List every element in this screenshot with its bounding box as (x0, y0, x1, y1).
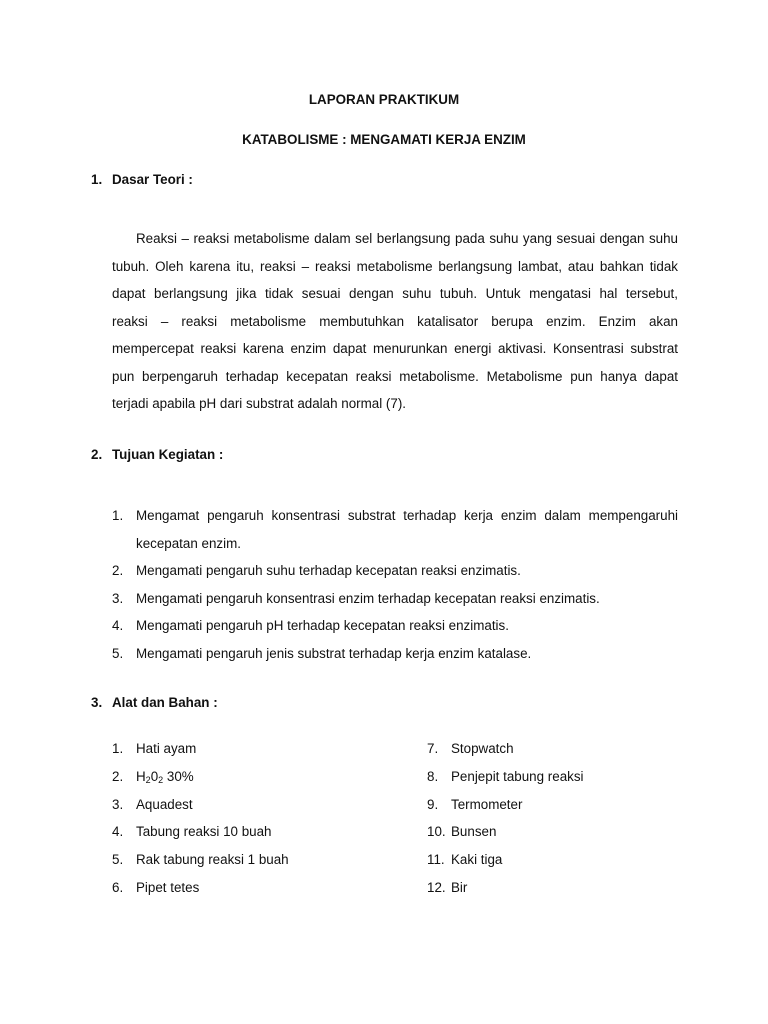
list-item (427, 735, 584, 763)
formula-subscript: 2 (145, 774, 151, 785)
theory-line: mempercepat reaksi karena enzim dapat menurunkan energi aktivasi. Konsentrasi substrat (112, 341, 678, 356)
list-item (112, 640, 678, 668)
list-number: 5. (112, 852, 124, 868)
list-text: Pipet tetes (136, 879, 200, 895)
list-text (136, 769, 194, 784)
list-number: 5. (112, 645, 124, 661)
section-heading-tujuan (91, 447, 223, 462)
section-title: Dasar Teori : (112, 172, 193, 187)
list-item (427, 818, 584, 846)
section-number: 3. (91, 695, 103, 710)
list-number: 11. (427, 852, 445, 868)
list-item (427, 846, 584, 874)
list-item (112, 791, 289, 819)
list-text: Mengamati pengaruh jenis substrat terhadap kerja enzim katalase. (136, 645, 532, 661)
section-title: Tujuan Kegiatan : (112, 447, 224, 462)
list-number: 4. (112, 824, 124, 840)
theory-paragraph (112, 225, 678, 418)
theory-line: terjadi apabila pH dari substrat adalah normal (7). (112, 396, 407, 411)
list-text: Rak tabung reaksi 1 buah (136, 852, 289, 868)
list-text: Bir (451, 879, 468, 895)
list-text: Hati ayam (136, 741, 197, 756)
list-number: 7. (427, 741, 439, 756)
list-item (112, 585, 678, 613)
list-item (427, 874, 584, 902)
list-text: Termometer (451, 796, 523, 812)
list-item (112, 874, 289, 902)
list-number: 10. (427, 824, 446, 840)
list-item (427, 763, 584, 791)
formula-h: H (136, 768, 146, 784)
formula-o: 0 (150, 768, 159, 784)
theory-line: pun berpengaruh terhadap kecepatan reaksi metabolisme. Metabolisme pun hanya dapat (112, 368, 678, 384)
list-number: 6. (112, 879, 124, 895)
list-number: 9. (427, 796, 439, 812)
list-text: Penjepit tabung reaksi (451, 768, 584, 784)
list-text: Mengamati pengaruh suhu terhadap kecepatan reaksi enzimatis. (136, 563, 521, 578)
goals-list (112, 502, 678, 667)
theory-line: reaksi – reaksi metabolisme membutuhkan katalisator berupa enzim. Enzim akan (112, 313, 678, 329)
list-item (112, 612, 678, 640)
list-number: 8. (427, 768, 439, 784)
section-heading-dasar-teori (91, 172, 193, 187)
list-text: Bunsen (451, 824, 497, 840)
list-item (427, 791, 584, 819)
list-text: Stopwatch (451, 741, 514, 756)
list-text: Mengamat pengaruh konsentrasi substrat terhadap kerja enzim dalam mempengaruhi (136, 508, 678, 523)
list-item (112, 818, 289, 846)
list-item (112, 735, 289, 763)
list-number: 2. (112, 768, 124, 784)
theory-line: Reaksi – reaksi metabolisme dalam sel berlangsung pada suhu yang sesuai dengan suhu (136, 231, 678, 246)
materials-list-left (112, 735, 289, 902)
list-number: 12. (427, 879, 446, 895)
list-number: 1. (112, 741, 124, 756)
section-number: 2. (91, 447, 103, 462)
materials-list-right (427, 735, 584, 902)
list-item (112, 502, 678, 557)
section-title: Alat dan Bahan : (112, 695, 218, 710)
list-text: kecepatan enzim. (136, 535, 241, 551)
list-item (112, 557, 678, 585)
list-item (112, 846, 289, 874)
list-text: Aquadest (136, 796, 193, 812)
document-subtitle: KATABOLISME : MENGAMATI KERJA ENZIM (242, 132, 526, 147)
section-heading-alat-bahan (91, 695, 218, 710)
list-text: Kaki tiga (451, 852, 503, 868)
list-number: 1. (112, 508, 124, 523)
formula-subscript: 2 (158, 774, 164, 785)
list-text: Mengamati pengaruh konsentrasi enzim terhadap kecepatan reaksi enzimatis. (136, 590, 600, 606)
document-title: LAPORAN PRAKTIKUM (308, 92, 460, 107)
section-number: 1. (91, 172, 103, 187)
theory-line: dapat berlangsung jika tidak sesuai dengan suhu tubuh. Untuk mengatasi hal tersebut, (112, 286, 678, 301)
list-text: Tabung reaksi 10 buah (136, 824, 272, 840)
list-number: 3. (112, 796, 124, 812)
list-number: 4. (112, 618, 124, 633)
list-number: 3. (112, 590, 124, 606)
list-item (112, 763, 289, 791)
theory-line: tubuh. Oleh karena itu, reaksi – reaksi metabolisme berlangsung lambat, atau bahkan tidak (112, 258, 678, 274)
list-text: Mengamati pengaruh pH terhadap kecepatan reaksi enzimatis. (136, 618, 509, 633)
formula-rest: 30% (163, 768, 194, 784)
list-number: 2. (112, 563, 124, 578)
